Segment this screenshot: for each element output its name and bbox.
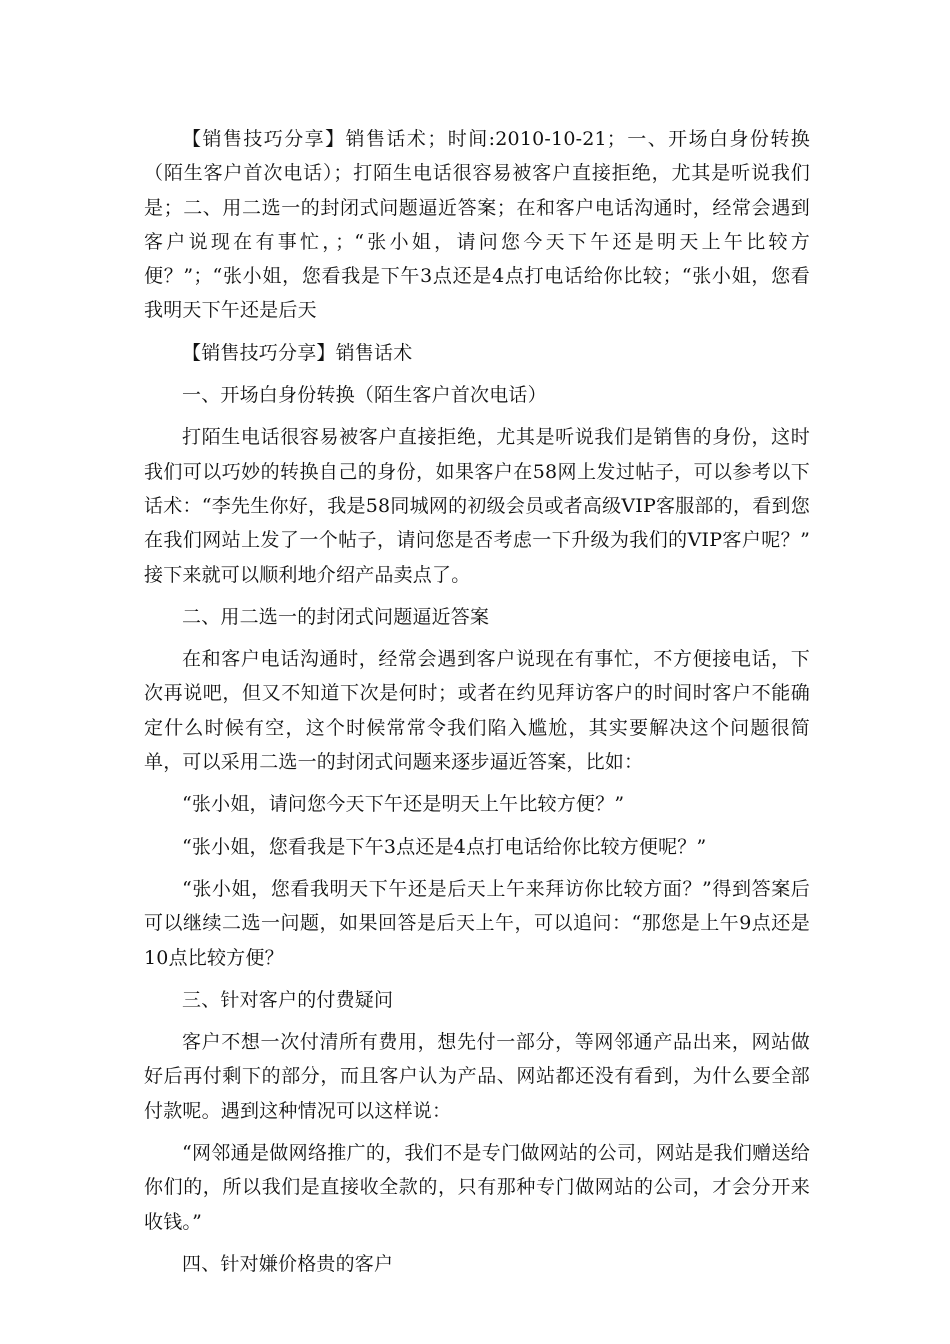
section2-example-2: “张小姐，您看我是下午3点还是4点打电话给你比较方便呢？” [182,835,707,858]
section4-heading: 四、针对嫌价格贵的客户 [182,1252,394,1275]
section2-example-3: “张小姐，您看我明天下午还是后天上午来拜访你比较方面？”得到答案后可以继续二选一问题，如果回答是后天上午，可以追问：“那您是上午9点还是10点比较方便？ [144,877,810,969]
section2-heading: 二、用二选一的封闭式问题逼近答案 [182,605,490,628]
section2-example-1: “张小姐，请问您今天下午还是明天上午比较方便？” [182,793,625,816]
section3-quote: “网邻通是做网络推广的，我们不是专门做网站的公司，网站是我们赠送给你们的，所以我们是直接收全款的，只有那种专门做网站的公司，才会分开来收钱。” [144,1142,810,1233]
section3-body: 客户不想一次付清所有费用，想先付一部分，等网邻通产品出来，网站做好后再付剩下的部分，而且客户认为产品、网站都还没有看到，为什么要全部付款呢。遇到这种情况可以这样说： [144,1031,810,1122]
document-content [144,122,810,1281]
section1-body: 打陌生电话很容易被客户直接拒绝，尤其是听说我们是销售的身份，这时我们可以巧妙的转换自己的身份，如果客户在58网上发过帖子，可以参考以下话术：“李先生你好，我是58同城网的初级会员或者高级VIP客服部的，看到您在我们网站上发了一个帖子，请问您是否考虑一下升级为我们的VIP客户呢？” 接下来就可以顺利地介绍产品卖点了。 [144,426,810,586]
section3-heading: 三、针对客户的付费疑问 [182,988,394,1011]
section2-body: 在和客户电话沟通时，经常会遇到客户说现在有事忙，不方便接电话，下次再说吧，但又不知道下次是何时；或者在约见拜访客户的时间时客户不能确定什么时候有空，这个时候常常令我们陷入尴尬，其实要解决这个问题很简单，可以采用二选一的封闭式问题来逐步逼近答案，比如： [144,648,810,774]
summary-paragraph: 【销售技巧分享】销售话术；时间:2010-10-21；一、开场白身份转换（陌生客户首次电话）；打陌生电话很容易被客户直接拒绝，尤其是听说我们是；二、用二选一的封闭式问题逼近答案；在和客户电话沟通时，经常会遇到客户说现在有事忙，；“张小姐，请问您今天下午还是明天上午比较方便？”；“张小姐，您看我是下午3点还是4点打电话给你比较；“张小姐，您看我明天下午还是后天 [144,128,810,322]
section1-heading: 一、开场白身份转换（陌生客户首次电话） [182,384,547,407]
document-title: 【销售技巧分享】销售话术 [182,341,413,364]
